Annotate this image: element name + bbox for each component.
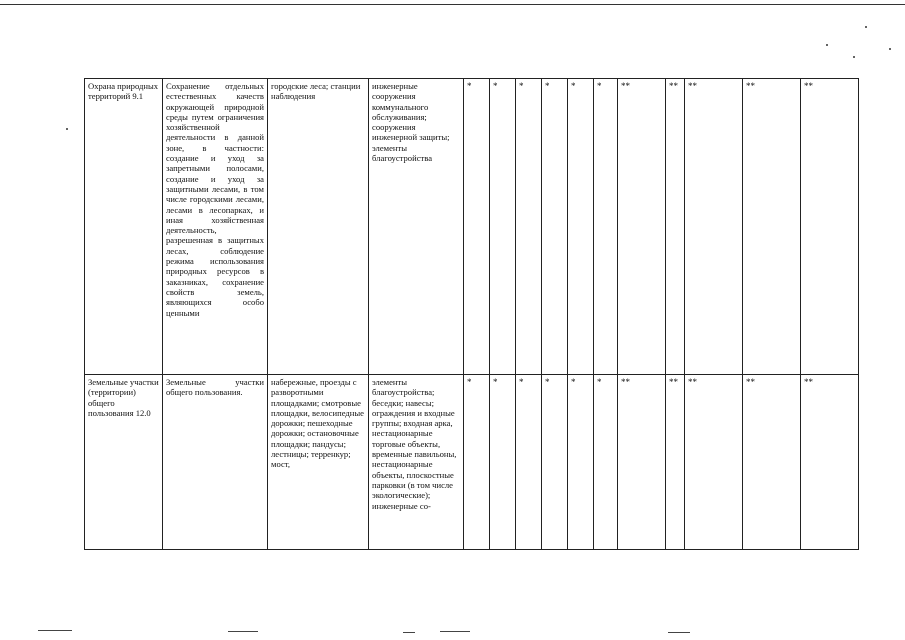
permitted-objects: набережные, проезды с разворотными площадками; смотровые площадки, велосипедные дорожки; пешеходные дорожки; остановочные площадки; пандусы; лестницы; терренкур; мост, — [268, 375, 369, 550]
zone-mark: ** — [685, 375, 743, 550]
land-use-description: Земельные участки общего пользования. — [163, 375, 268, 550]
scan-speck — [865, 26, 867, 28]
zone-mark: * — [542, 375, 568, 550]
table-row — [85, 375, 859, 550]
land-use-name: Земельные участки (территории) общего пользования 12.0 — [85, 375, 163, 550]
zone-mark: * — [464, 79, 490, 375]
scan-speck — [889, 48, 891, 50]
zone-mark: * — [594, 79, 618, 375]
scan-speck — [66, 128, 68, 130]
zone-mark: ** — [666, 79, 685, 375]
permitted-objects: городские леса; станции наблюдения — [268, 79, 369, 375]
auxiliary-objects: элементы благоустройства; беседки; навесы; ограждения и входные группы; входная арка, нестационарные торговые объекты, временные павильоны, нестационарные объекты, плоскостные парковки (в том числе экологические); инженерные со- — [369, 375, 464, 550]
bottom-scan-line — [440, 631, 470, 632]
auxiliary-objects: инженерные сооружения коммунального обслуживания; сооружения инженерной защиты; элементы благоустройства — [369, 79, 464, 375]
zone-mark: * — [542, 79, 568, 375]
zone-mark: ** — [618, 79, 666, 375]
zone-mark: * — [490, 79, 516, 375]
zone-mark: ** — [666, 375, 685, 550]
bottom-scan-line — [403, 632, 415, 633]
table-row — [85, 79, 859, 375]
land-use-table — [84, 78, 859, 550]
land-use-name: Охрана природных территорий 9.1 — [85, 79, 163, 375]
zone-mark: * — [568, 375, 594, 550]
zone-mark: ** — [685, 79, 743, 375]
zone-mark: ** — [743, 375, 801, 550]
zone-mark: * — [516, 79, 542, 375]
bottom-scan-line — [228, 631, 258, 632]
zone-mark: * — [490, 375, 516, 550]
zone-mark: * — [516, 375, 542, 550]
bottom-scan-line — [38, 630, 72, 631]
scan-speck — [853, 56, 855, 58]
zone-mark: ** — [743, 79, 801, 375]
zone-mark: * — [464, 375, 490, 550]
land-use-description: Сохранение отдельных естественных качеств окружающей природной среды путем ограничения хозяйственной деятельности в данной зоне, в частности: создание и уход за запретными полосами, создание и уход за защитными лесами, в том числе городскими лесами, лесами в лесопарках, и иная хозяйственная деятельность, разрешенная в защитных лесах, соблюдение режима использования природных ресурсов в заказниках, сохранение свойств земель, являющихся особо ценными — [163, 79, 268, 375]
top-scan-line — [0, 4, 905, 5]
bottom-scan-line — [668, 632, 690, 633]
zone-mark: * — [594, 375, 618, 550]
zone-mark: ** — [801, 79, 859, 375]
scan-speck — [826, 44, 828, 46]
zone-mark: ** — [618, 375, 666, 550]
zone-mark: * — [568, 79, 594, 375]
zone-mark: ** — [801, 375, 859, 550]
